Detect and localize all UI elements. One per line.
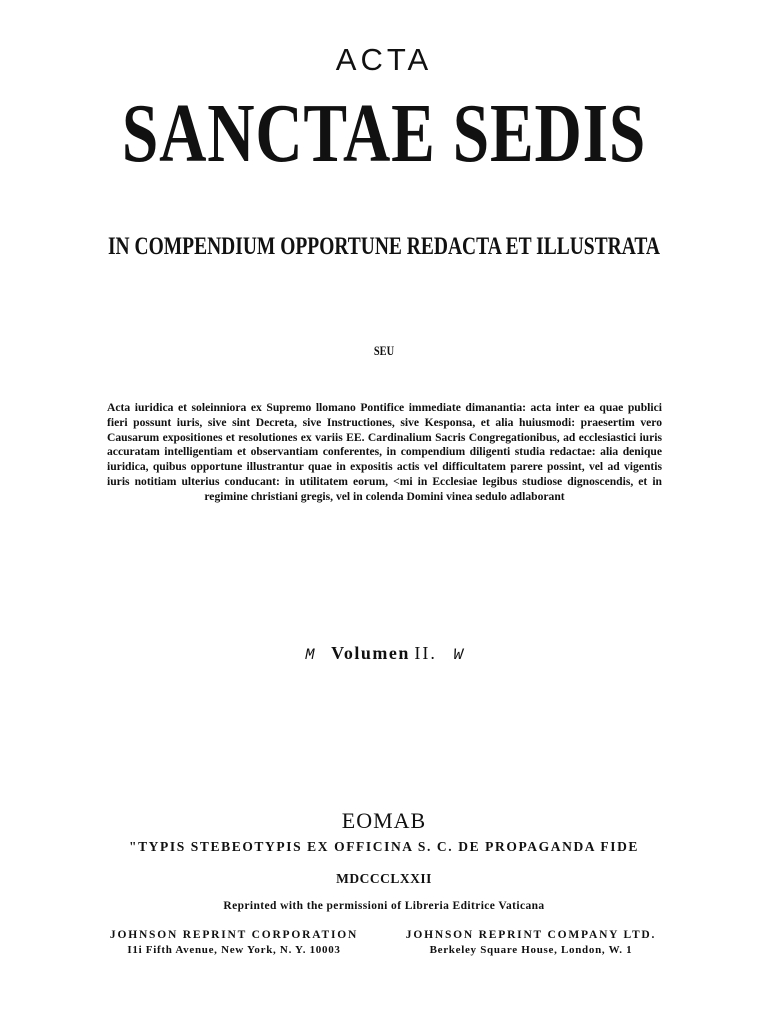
publisher-address: I1i Fifth Avenue, New York, N. Y. 10003 xyxy=(127,944,341,956)
acta-heading: ACTA xyxy=(335,42,433,77)
publisher-new-york xyxy=(99,928,369,958)
publisher-address: Berkeley Square House, London, W. 1 xyxy=(429,944,633,956)
description-paragraph: Acta iuridica et soleinniora ex Supremo llomano Pontifice immediate dimanantia: acta inter ea quae publici fieri possunt iuris, sive sint Decreta, sive Instructiones, sive Kesponsa, et alia huiusmodi: praesertim vero Causarum expositiones et resolutiones ex variis EE. Cardinalium Sacris Congregationibus, ad ecclesiastici iuris accuratam intelligentiam et observantiam conferentes, in compendium diligenti studia redactae: alia denique iuridica, quibus opportune illustrantur quae in expositis actis vel difficultatem parere possint, vel ad vigentis iuris notitiam ulterius conducant: in utilitatem eorum, <mi in Ecclesiae legibus studiose dignoscendis, et in regimine christiani gregis, vel in colenda Domini vinea sedulo adlaborant xyxy=(107,401,662,503)
volume-label: Volumen xyxy=(331,643,410,663)
publisher-name: JOHNSON REPRINT CORPORATION xyxy=(109,929,359,941)
imprint-year: MDCCCLXXII xyxy=(336,871,432,886)
seu-connector: SEU xyxy=(373,343,395,358)
publisher-name: JOHNSON REPRINT COMPANY LTD. xyxy=(405,929,657,941)
imprint-city: EOMAB xyxy=(341,808,427,833)
volume-line xyxy=(0,643,768,664)
volume-left-ornament: M xyxy=(304,646,315,664)
main-title: SANCTAE SEDIS xyxy=(121,87,647,180)
volume-right-ornament: W xyxy=(453,646,464,664)
subtitle: IN COMPENDIUM OPPORTUNE REDACTA ET ILLUSTRATA xyxy=(107,233,661,260)
volume-number: II. xyxy=(414,643,437,663)
publisher-london xyxy=(392,928,670,958)
imprint-printer: "TYPIS STEBEOTYPIS EX OFFICINA S. C. DE PROPAGANDA FIDE xyxy=(128,839,640,854)
reprint-note: Reprinted with the permissioni of Libreria Editrice Vaticana xyxy=(223,900,545,912)
